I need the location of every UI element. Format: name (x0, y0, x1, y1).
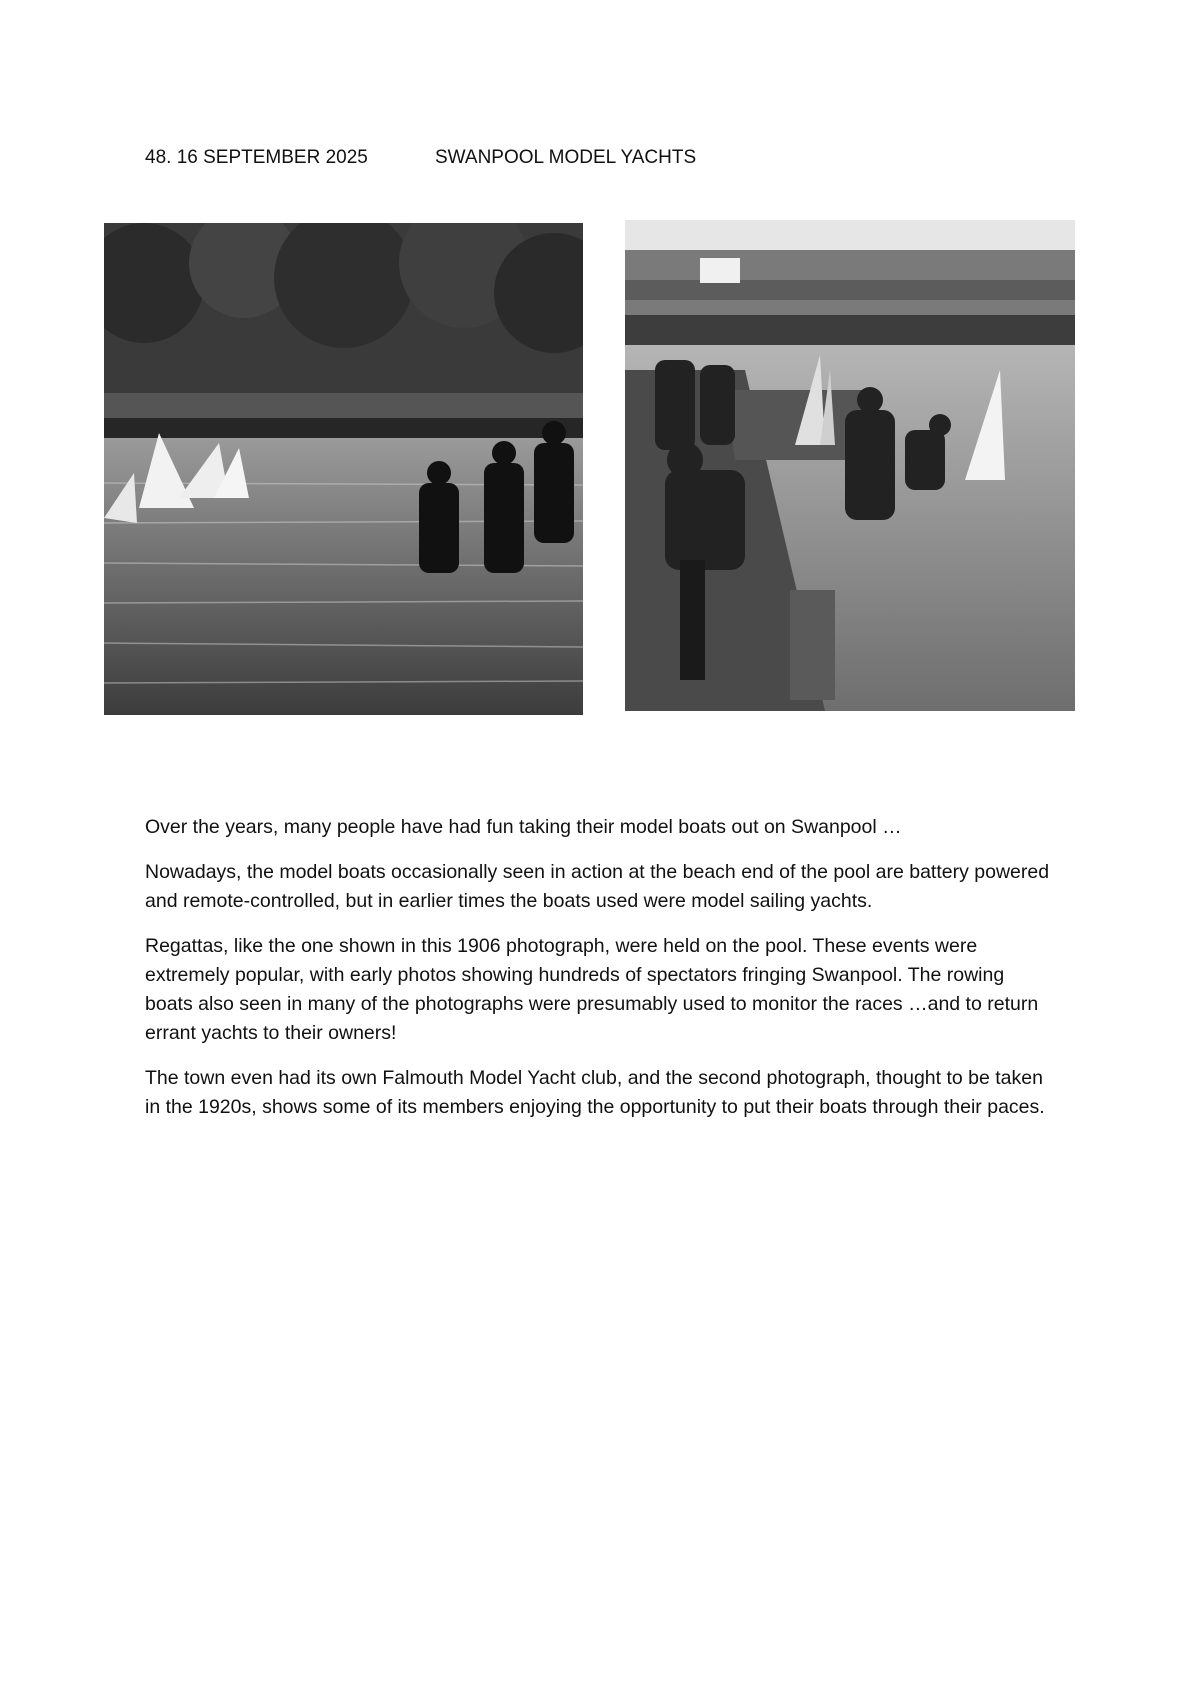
paragraph: The town even had its own Falmouth Model Yacht club, and the second photograph, thought to be taken in the 1920s, shows some of its members enjoying the opportunity to put their boats through their paces. (145, 1067, 1045, 1118)
model-yacht-club-1920s-photo (625, 220, 1075, 711)
regatta-1906-photo (104, 223, 583, 715)
entry-number-date: 48. 16 SEPTEMBER 2025 (145, 147, 368, 168)
page-header (145, 147, 697, 169)
article-body (145, 813, 1050, 1138)
paragraph: Regattas, like the one shown in this 1906 photograph, were held on the pool. These events were extremely popular, with early photos showing hundreds of spectators fringing Swanpool. The rowing boats also seen in many of the photographs were presumably used to monitor the races …and to return errant yachts to their owners! (145, 935, 1039, 1044)
paragraph: Over the years, many people have had fun taking their model boats out on Swanpool … (145, 816, 902, 838)
paragraph: Nowadays, the model boats occasionally seen in action at the beach end of the pool are battery powered and remote-controlled, but in earlier times the boats used were model sailing yachts. (145, 861, 1050, 912)
page-title: SWANPOOL MODEL YACHTS (435, 147, 697, 168)
